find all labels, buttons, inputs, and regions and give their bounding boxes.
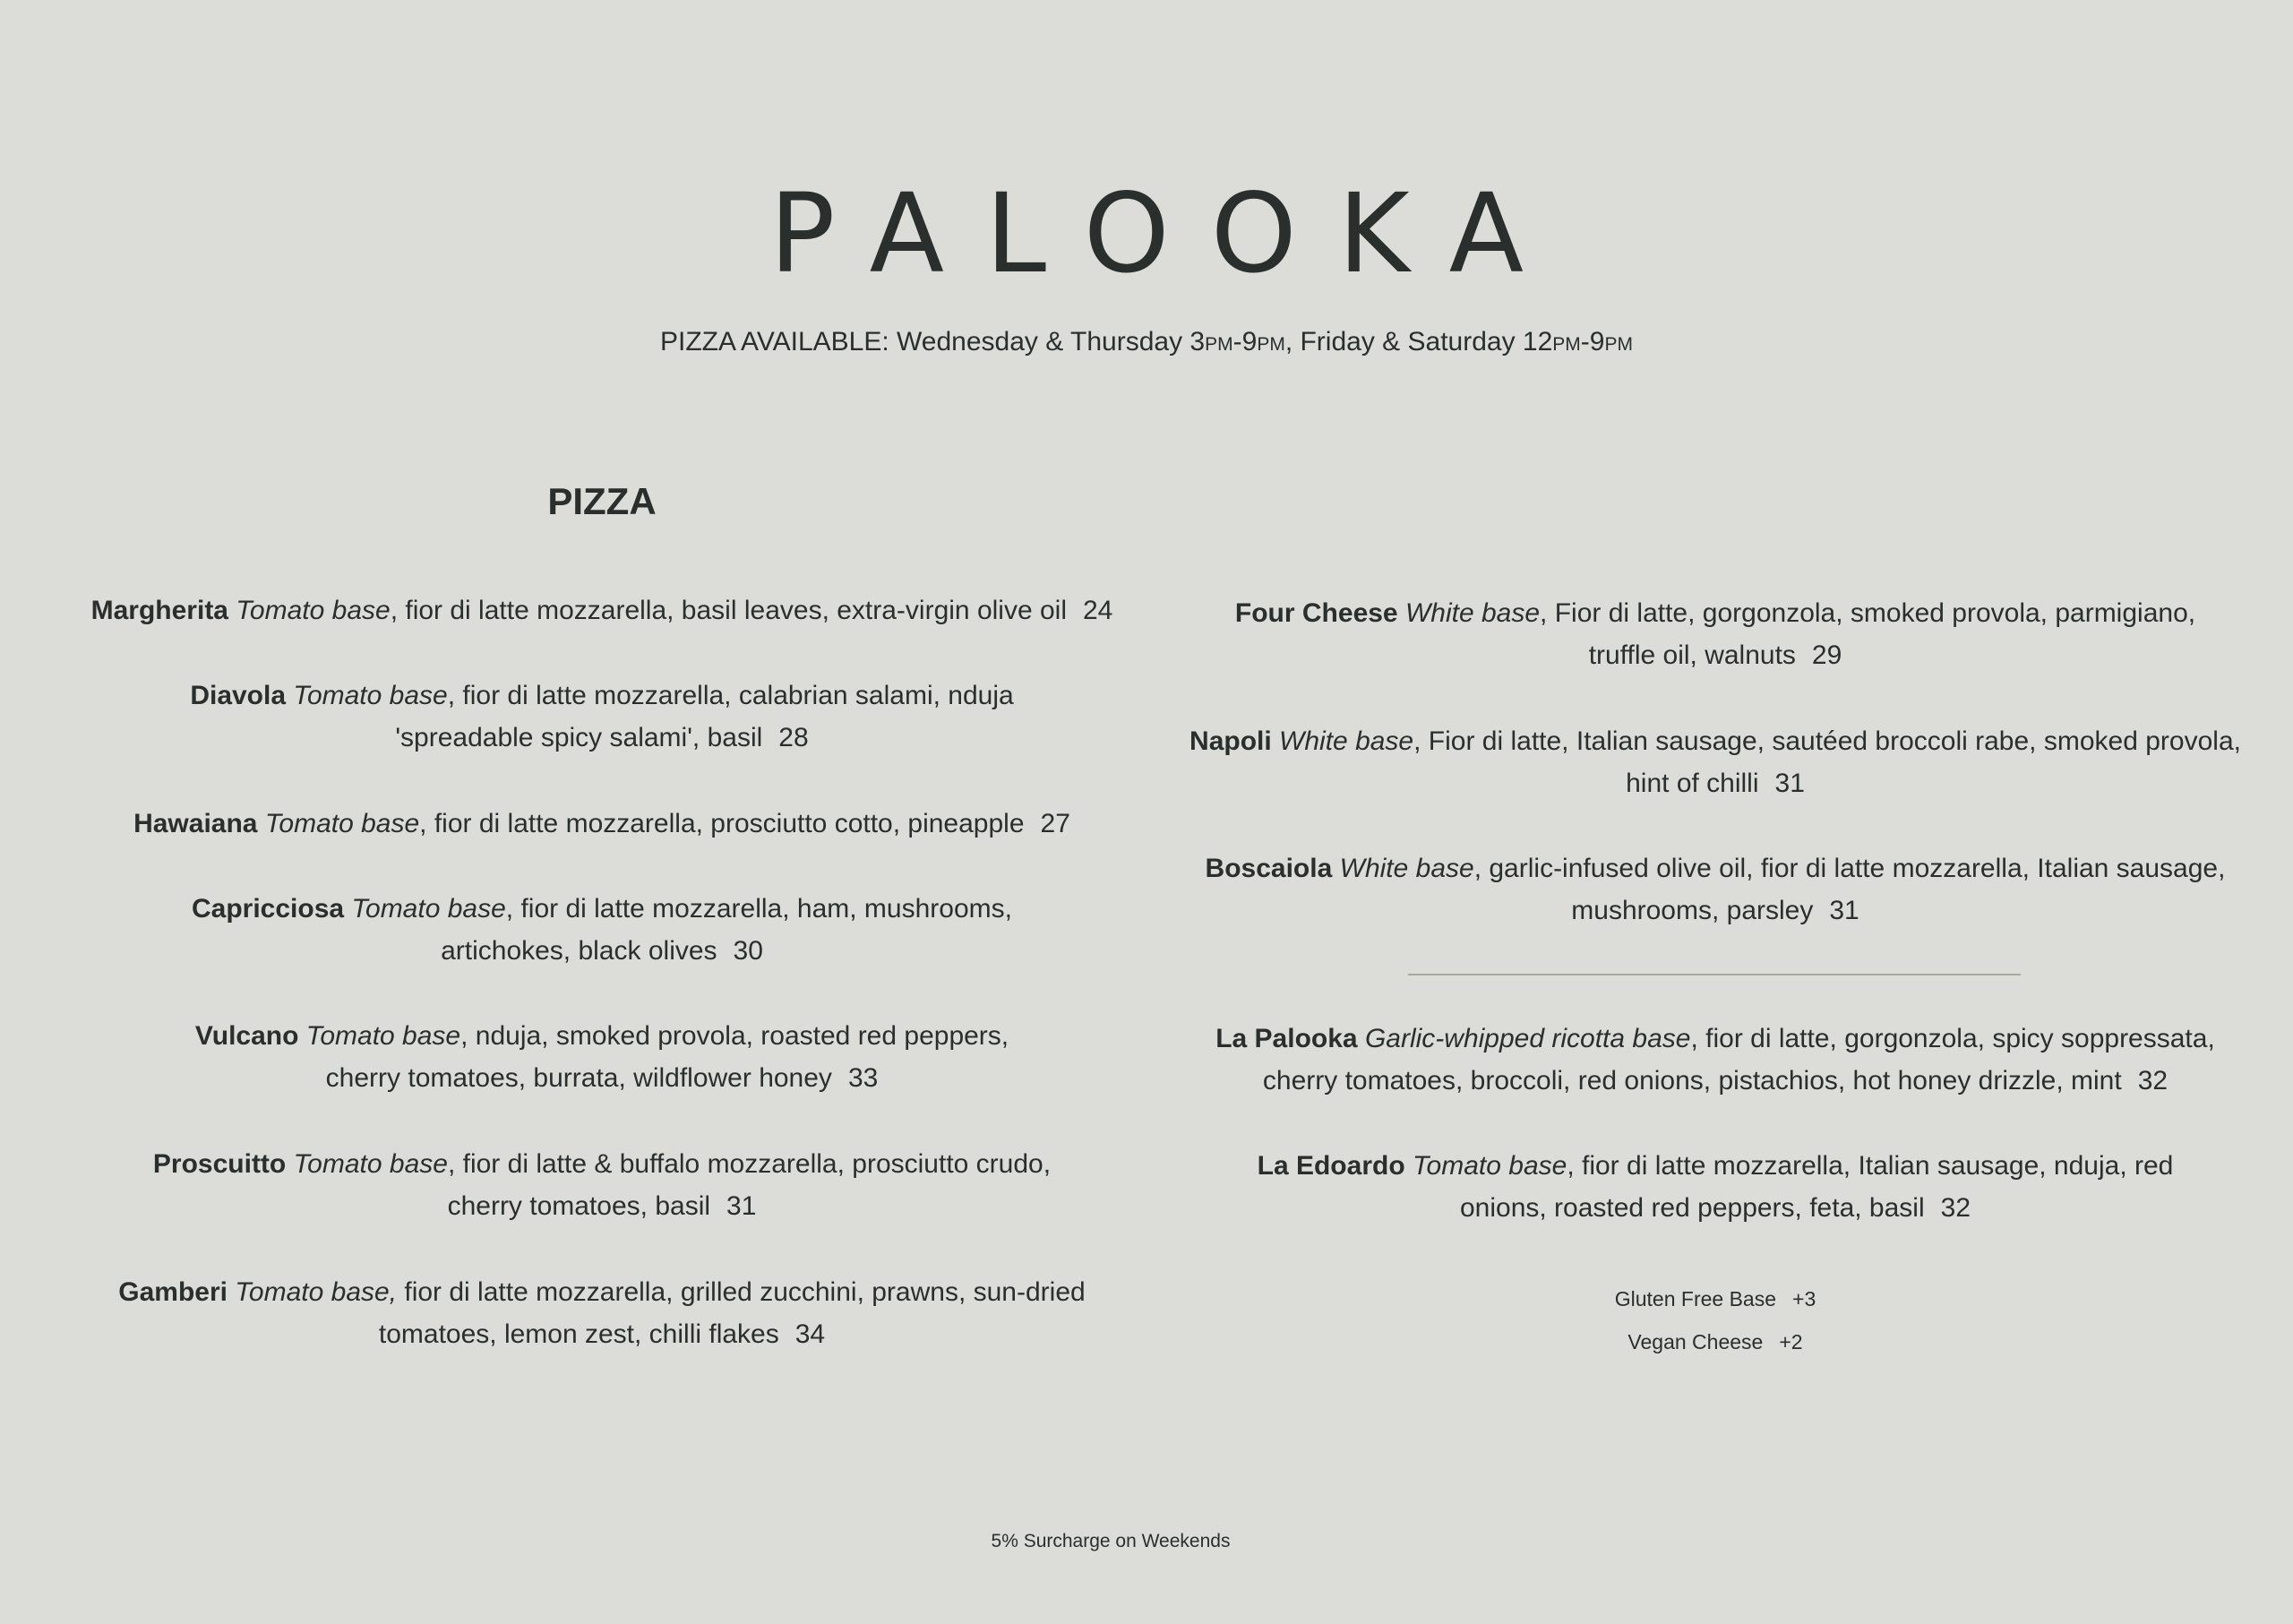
- hours-pm: PM: [1257, 334, 1285, 355]
- item-base: Garlic-whipped ricotta base: [1364, 1024, 1691, 1053]
- menu-item-diavola: [185, 675, 1019, 759]
- item-base: Tomato base: [351, 894, 506, 924]
- item-name: Hawaiana: [133, 809, 258, 838]
- item-base: Tomato base: [293, 681, 448, 710]
- item-description: , fior di latte, gorgonzola, spicy soppressata, cherry tomatoes, broccoli, red onions, pistachios, hot honey drizzle, mint: [1262, 1024, 2215, 1096]
- item-base: Tomato base: [293, 1149, 448, 1179]
- item-base: Tomato base: [1412, 1151, 1567, 1181]
- item-description: , garlic-infused olive oil, fior di latte mozzarella, Italian sausage, mushrooms, parsley: [1473, 854, 2226, 925]
- item-name: Capricciosa: [192, 894, 345, 924]
- extra-price: +3: [1792, 1287, 1816, 1310]
- hours-dash: -9: [1580, 327, 1605, 357]
- menu-item-napoli: [1182, 720, 2248, 804]
- item-name: La Palooka: [1215, 1024, 1358, 1053]
- item-description: , nduja, smoked provola, roasted red peppers, cherry tomatoes, burrata, wildflower honey: [325, 1021, 1009, 1093]
- extra-vegan-cheese: [1532, 1320, 1899, 1363]
- item-price: 32: [2137, 1066, 2168, 1096]
- item-price: 31: [726, 1191, 757, 1221]
- menu-item-margherita: [86, 589, 1118, 632]
- item-name: Napoli: [1189, 726, 1272, 756]
- menu-item-four-cheese: [1200, 592, 2230, 676]
- extra-gluten-free-base: [1532, 1277, 1899, 1320]
- section-title: PIZZA: [547, 480, 657, 522]
- hours-mid: , Friday & Saturday 12: [1284, 327, 1553, 357]
- menu-item-la-edoardo: [1218, 1145, 2212, 1229]
- menu-item-capricciosa: [185, 888, 1019, 972]
- menu-item-boscaiola: [1200, 847, 2230, 932]
- item-name: Proscuitto: [152, 1149, 287, 1179]
- hours-pm: PM: [1604, 334, 1633, 355]
- item-base: White base: [1279, 726, 1414, 756]
- section-divider: [1408, 974, 2021, 975]
- item-name: Gamberi: [118, 1277, 228, 1307]
- item-base: Tomato base,: [235, 1277, 398, 1307]
- item-name: Margherita: [90, 596, 228, 625]
- pizza-hours: [0, 324, 2293, 363]
- extra-price: +2: [1779, 1330, 1803, 1353]
- item-description: , fior di latte mozzarella, Italian sausage, nduja, red onions, roasted red peppers, feta, basil: [1459, 1151, 2174, 1223]
- item-price: 24: [1083, 596, 1113, 625]
- item-price: 30: [733, 936, 763, 966]
- extras-list: [1532, 1277, 1899, 1363]
- item-base: White base: [1404, 598, 1541, 628]
- menu-item-la-palooka: [1200, 1018, 2230, 1102]
- item-price: 31: [1774, 769, 1805, 798]
- item-price: 31: [1829, 896, 1859, 925]
- menu-item-hawaiana: [86, 803, 1118, 845]
- menu-item-vulcano: [185, 1015, 1019, 1099]
- item-description: , fior di latte mozzarella, ham, mushrooms, artichokes, black olives: [441, 894, 1012, 966]
- menu-item-proscuitto: [131, 1143, 1073, 1227]
- item-description: , fior di latte mozzarella, basil leaves, extra-virgin olive oil: [390, 596, 1067, 625]
- item-base: Tomato base: [236, 596, 391, 625]
- item-price: 34: [794, 1319, 826, 1349]
- item-base: Tomato base: [305, 1021, 461, 1051]
- menu-item-gamberi: [113, 1271, 1091, 1355]
- item-price: 32: [1940, 1193, 1971, 1223]
- item-description: , fior di latte mozzarella, prosciutto cotto, pineapple: [419, 809, 1025, 838]
- restaurant-logo: PALOOKA: [769, 170, 1566, 297]
- item-name: Diavola: [190, 681, 287, 710]
- item-base: Tomato base: [264, 809, 420, 838]
- hours-pm: PM: [1552, 334, 1581, 355]
- hours-dash: -9: [1232, 327, 1258, 357]
- item-description: , fior di latte mozzarella, calabrian salami, nduja 'spreadable spicy salami', basil: [395, 681, 1014, 752]
- extra-label: Gluten Free Base: [1614, 1287, 1777, 1310]
- surcharge-note: 5% Surcharge on Weekends: [991, 1531, 1231, 1551]
- hours-prefix: PIZZA AVAILABLE: Wednesday & Thursday 3: [660, 327, 1206, 357]
- item-name: Four Cheese: [1234, 598, 1398, 628]
- item-base: White base: [1339, 854, 1474, 883]
- item-price: 28: [778, 723, 809, 752]
- item-name: Boscaiola: [1205, 854, 1333, 883]
- item-price: 29: [1811, 640, 1842, 670]
- item-name: Vulcano: [194, 1021, 299, 1051]
- item-description: , Fior di latte, Italian sausage, sautéed broccoli rabe, smoked provola, hint of chilli: [1413, 726, 2241, 798]
- extra-label: Vegan Cheese: [1627, 1330, 1764, 1353]
- item-description: fior di latte mozzarella, grilled zucchini, prawns, sun-dried tomatoes, lemon zest, chilli flakes: [378, 1277, 1086, 1349]
- hours-pm: PM: [1205, 334, 1233, 355]
- item-description: , fior di latte & buffalo mozzarella, prosciutto crudo, cherry tomatoes, basil: [447, 1149, 1052, 1221]
- item-price: 33: [847, 1063, 879, 1093]
- item-name: La Edoardo: [1257, 1151, 1405, 1181]
- item-description: , Fior di latte, gorgonzola, smoked provola, parmigiano, truffle oil, walnuts: [1540, 598, 2196, 670]
- item-price: 27: [1040, 809, 1070, 838]
